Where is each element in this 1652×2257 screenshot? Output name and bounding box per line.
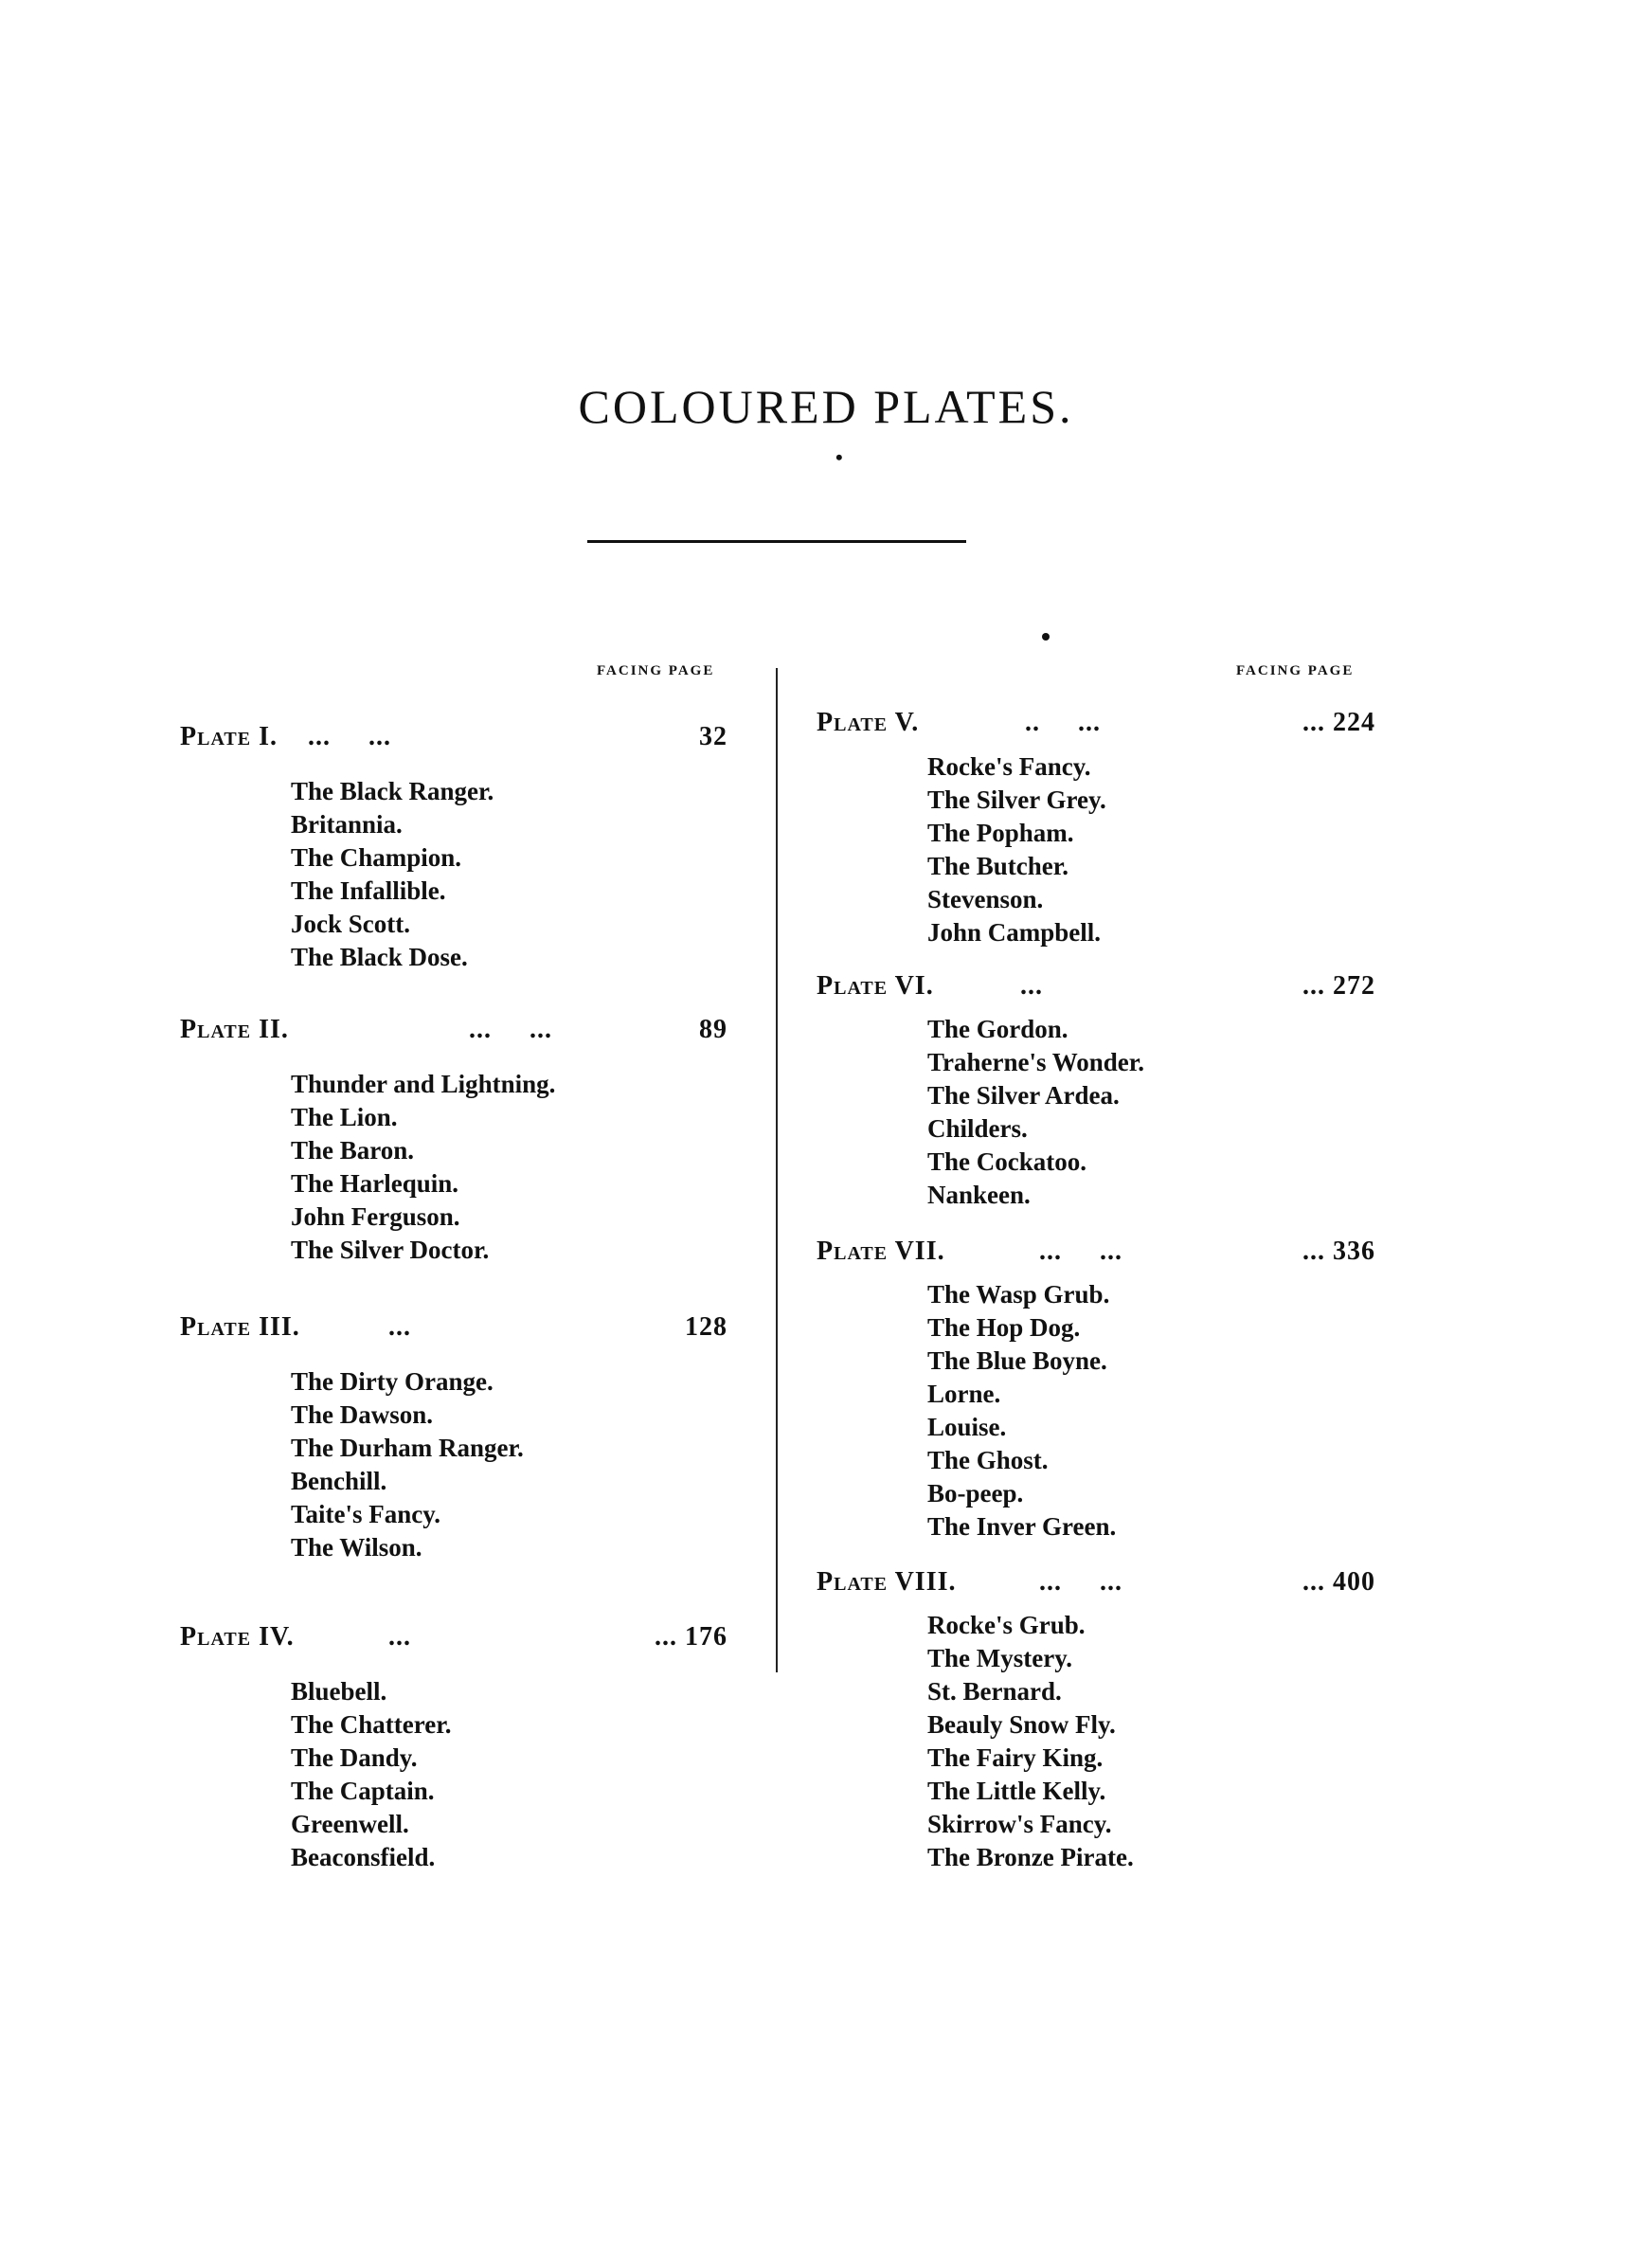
fly-list xyxy=(927,750,1106,949)
list-item: The Cockatoo. xyxy=(927,1147,1086,1176)
list-item: Jock Scott. xyxy=(291,910,410,938)
plate-heading xyxy=(817,1237,1375,1267)
leader-dots: ... ... xyxy=(308,722,391,751)
title-divider xyxy=(587,540,966,543)
list-item: The Lion. xyxy=(291,1103,398,1131)
plate-page-number: 128 xyxy=(685,1312,727,1342)
list-item: The Little Kelly. xyxy=(927,1777,1106,1805)
plate-label: Plate VI. xyxy=(817,971,934,1001)
list-item: The Silver Ardea. xyxy=(927,1081,1120,1110)
plate-label: Plate III. xyxy=(180,1312,300,1342)
list-item: The Butcher. xyxy=(927,852,1069,880)
list-item: The Dawson. xyxy=(291,1400,434,1429)
list-item: Thunder and Lightning. xyxy=(291,1070,556,1098)
list-item: Bo-peep. xyxy=(927,1479,1024,1508)
list-item: Nankeen. xyxy=(927,1181,1031,1209)
plate-label: Plate I. xyxy=(180,722,278,751)
list-item: Stevenson. xyxy=(927,885,1044,913)
column-divider xyxy=(776,668,778,1672)
fly-list xyxy=(927,1013,1144,1212)
list-item: The Black Ranger. xyxy=(291,777,494,805)
fly-list xyxy=(291,1365,524,1564)
plate-heading xyxy=(817,708,1375,738)
list-item: Skirrow's Fancy. xyxy=(927,1810,1112,1838)
page-title: COLOURED PLATES. xyxy=(578,380,1074,433)
list-item: The Wilson. xyxy=(291,1533,422,1562)
list-item: Rocke's Fancy. xyxy=(927,752,1091,781)
list-item: The Black Dose. xyxy=(291,943,468,971)
list-item: The Captain. xyxy=(291,1777,435,1805)
plate-page-number: ... 224 xyxy=(1302,708,1375,737)
list-item: Taite's Fancy. xyxy=(291,1500,441,1528)
list-item: The Popham. xyxy=(927,819,1074,847)
plate-page-number: 89 xyxy=(699,1015,727,1044)
plate-label: Plate IV. xyxy=(180,1622,295,1652)
list-item: The Wasp Grub. xyxy=(927,1280,1110,1309)
list-item: The Silver Doctor. xyxy=(291,1236,490,1264)
list-item: The Hop Dog. xyxy=(927,1313,1081,1342)
plate-page-number: ... 400 xyxy=(1302,1567,1375,1597)
plate-page-number: ... 336 xyxy=(1302,1237,1375,1266)
plate-page-number: ... 176 xyxy=(655,1622,727,1652)
list-item: Beaconsfield. xyxy=(291,1843,436,1871)
fly-list xyxy=(927,1278,1116,1544)
list-item: The Mystery. xyxy=(927,1644,1072,1672)
list-item: The Chatterer. xyxy=(291,1710,452,1739)
fly-list xyxy=(291,775,494,974)
plate-heading xyxy=(180,1015,739,1045)
list-item: St. Bernard. xyxy=(927,1677,1062,1706)
list-item: The Dandy. xyxy=(291,1743,418,1772)
list-item: The Blue Boyne. xyxy=(927,1346,1107,1375)
list-item: The Inver Green. xyxy=(927,1512,1117,1541)
list-item: The Durham Ranger. xyxy=(291,1434,524,1462)
list-item: Greenwell. xyxy=(291,1810,409,1838)
facing-page-label-right: FACING PAGE xyxy=(1236,663,1355,678)
list-item: The Infallible. xyxy=(291,876,446,905)
list-item: The Baron. xyxy=(291,1136,415,1165)
plate-page-number: 32 xyxy=(699,722,727,751)
list-item: Beauly Snow Fly. xyxy=(927,1710,1116,1739)
list-item: Childers. xyxy=(927,1114,1028,1143)
plate-heading xyxy=(817,1567,1375,1598)
dot-mark xyxy=(1042,633,1050,641)
list-item: Rocke's Grub. xyxy=(927,1611,1086,1639)
list-item: The Silver Grey. xyxy=(927,785,1106,814)
list-item: Britannia. xyxy=(291,810,403,839)
leader-dots: ... xyxy=(1020,971,1043,1001)
list-item: The Fairy King. xyxy=(927,1743,1104,1772)
list-item: The Bronze Pirate. xyxy=(927,1843,1134,1871)
plate-heading xyxy=(180,1312,739,1343)
plate-heading xyxy=(180,722,739,752)
leader-dots: ... xyxy=(388,1312,411,1342)
plate-label: Plate VII. xyxy=(817,1237,945,1266)
list-item: Bluebell. xyxy=(291,1677,387,1706)
plate-label: Plate VIII. xyxy=(817,1567,957,1597)
leader-dots: ... ... xyxy=(1039,1567,1122,1597)
plate-label: Plate V. xyxy=(817,708,920,737)
list-item: The Champion. xyxy=(291,843,462,872)
fly-list xyxy=(291,1068,555,1267)
list-item: John Ferguson. xyxy=(291,1202,460,1231)
leader-dots: ... xyxy=(388,1622,411,1652)
plate-label: Plate II. xyxy=(180,1015,289,1044)
fly-list xyxy=(291,1675,451,1874)
list-item: Lorne. xyxy=(927,1380,1001,1408)
list-item: John Campbell. xyxy=(927,918,1102,947)
list-item: The Dirty Orange. xyxy=(291,1367,494,1396)
list-item: Traherne's Wonder. xyxy=(927,1048,1145,1076)
leader-dots: ... ... xyxy=(1039,1237,1122,1266)
leader-dots: .. ... xyxy=(1025,708,1101,737)
list-item: The Harlequin. xyxy=(291,1169,459,1198)
list-item: Louise. xyxy=(927,1413,1007,1441)
list-item: Benchill. xyxy=(291,1467,387,1495)
plate-page-number: ... 272 xyxy=(1302,971,1375,1001)
plate-heading xyxy=(180,1622,739,1652)
list-item: The Ghost. xyxy=(927,1446,1049,1474)
list-item: The Gordon. xyxy=(927,1015,1068,1043)
plate-heading xyxy=(817,971,1375,1002)
facing-page-label-left: FACING PAGE xyxy=(597,663,715,678)
leader-dots: ... ... xyxy=(469,1015,552,1044)
printer-mark: • xyxy=(835,445,843,469)
fly-list xyxy=(927,1609,1134,1874)
